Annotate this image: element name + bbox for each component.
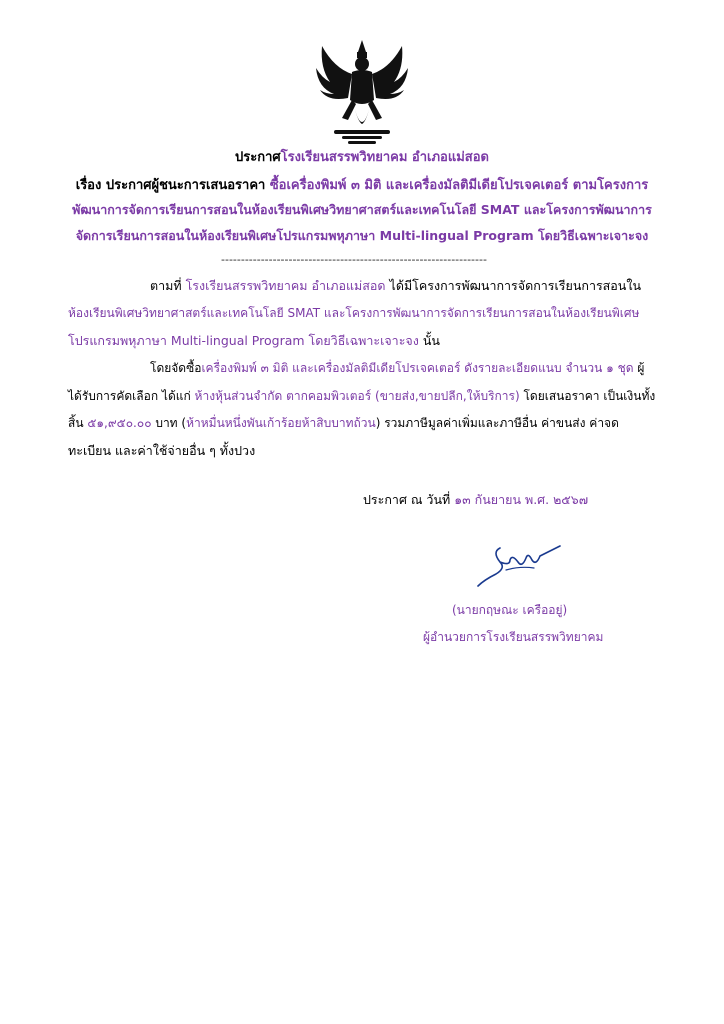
subject-line-1 xyxy=(0,174,724,195)
announce-date: ๑๓ กันยายน พ.ศ. ๒๕๖๗ xyxy=(454,492,589,507)
signature-image xyxy=(470,540,570,590)
para2-line-4: ทะเบียน และค่าใช้จ่ายอื่น ๆ ทั้งปวง xyxy=(68,443,256,458)
para1-line-2: ห้องเรียนพิเศษวิทยาศาสตร์และเทคโนโลยี SMAT และโครงการพัฒนาการจัดการเรียนการสอนในห้องเรียนพิเศษ xyxy=(68,306,640,320)
para1-line-3 xyxy=(68,331,440,351)
para2-text: บาท ( xyxy=(151,416,187,430)
para1-line-1 xyxy=(150,276,641,296)
para2-line-2 xyxy=(68,387,655,406)
school-name: โรงเรียนสรรพวิทยาคม อำเภอแม่สอด xyxy=(185,278,386,293)
subject-line-2: พัฒนาการจัดการเรียนการสอนในห้องเรียนพิเศษวิทยาศาสตร์และเทคโนโลยี SMAT และโครงการพัฒนาการ xyxy=(72,202,652,217)
title-prefix: ประกาศ xyxy=(235,150,281,165)
subject-line-3: จัดการเรียนการสอนในห้องเรียนพิเศษโปรแกรมพหุภาษา Multi-lingual Program โดยวิธีเฉพาะเจาะจง xyxy=(75,228,649,243)
subject-lead: เรื่อง ประกาศผู้ชนะการเสนอราคา xyxy=(75,178,270,193)
garuda-emblem-icon xyxy=(312,38,412,146)
para1-text: นั้น xyxy=(418,333,440,348)
signer-name: (นายกฤษณะ เครืออยู่) xyxy=(452,603,568,617)
para2-text: สิ้น xyxy=(68,416,88,430)
purchase-item: เครื่องพิมพ์ ๓ มิติ และเครื่องมัลติมีเดียโปรเจคเตอร์ ดังรายละเอียดแนบ จำนวน ๑ ชุด xyxy=(201,361,634,375)
divider: ------------------------------------------------------------------- xyxy=(221,253,487,266)
project-name: โปรแกรมพหุภาษา Multi-lingual Program โดยวิธีเฉพาะเจาะจง xyxy=(68,333,419,348)
announce-date-line xyxy=(363,490,588,510)
para1-text: ตามที่ xyxy=(150,278,186,293)
para2-text: ได้รับการคัดเลือก ได้แก่ xyxy=(68,389,195,403)
subject-item: ซื้อเครื่องพิมพ์ ๓ มิติ และเครื่องมัลติมีเดียโปรเจคเตอร์ ตามโครงการ xyxy=(269,178,649,193)
para2-text: ผู้ xyxy=(633,361,645,375)
amount-number: ๕๑,๙๕๐.๐๐ xyxy=(87,416,152,430)
announce-label: ประกาศ ณ วันที่ xyxy=(363,492,455,507)
para1-text: ได้มีโครงการพัฒนาการจัดการเรียนการสอนใน xyxy=(385,278,642,293)
page-title xyxy=(0,146,724,167)
para2-line-1 xyxy=(150,359,644,378)
amount-words: ห้าหมื่นหนึ่งพันเก้าร้อยห้าสิบบาทถ้วน xyxy=(186,416,376,430)
para2-text: โดยเสนอราคา เป็นเงินทั้ง xyxy=(519,389,656,403)
para2-text: โดยจัดซื้อ xyxy=(150,361,202,375)
winner-name: ห้างหุ้นส่วนจำกัด ตากคอมพิวเตอร์ (ขายส่ง,ขายปลีก,ให้บริการ) xyxy=(194,389,520,403)
title-school: โรงเรียนสรรพวิทยาคม อำเภอแม่สอด xyxy=(280,150,489,165)
signer-position: ผู้อำนวยการโรงเรียนสรรพวิทยาคม xyxy=(423,630,604,644)
para2-text: ) รวมภาษีมูลค่าเพิ่มและภาษีอื่น ค่าขนส่ง ค่าจด xyxy=(375,416,619,430)
para2-line-3 xyxy=(68,414,619,433)
